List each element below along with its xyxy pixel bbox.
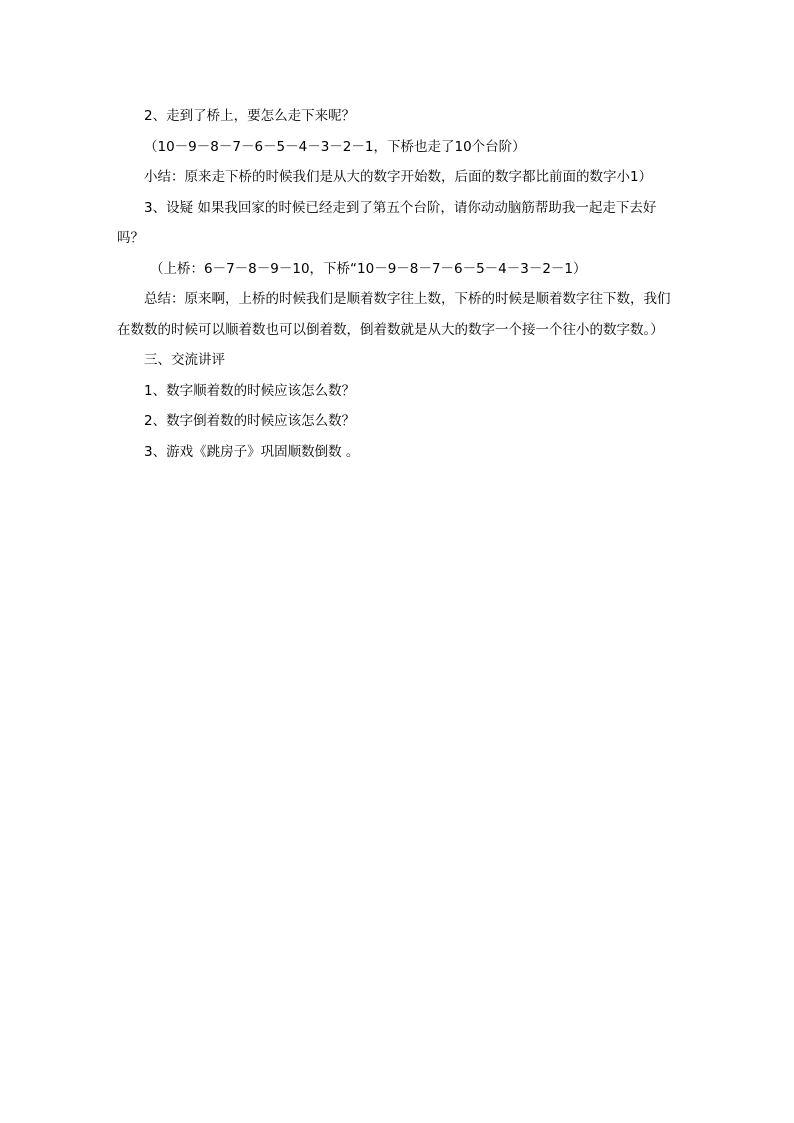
- section-3-heading: 三、交流讲评: [144, 352, 225, 368]
- discussion-item-1: 1、数字顺着数的时候应该怎么数？: [144, 382, 356, 399]
- step-3-answer: （上桥：6－7－8－9－10，下桥“10－9－8－7－6－5－4－3－2－1）: [150, 260, 587, 277]
- discussion-item-2: 2、数字倒着数的时候应该怎么数？: [144, 413, 356, 429]
- discussion-item-3: 3、游戏《跳房子》巩固顺数倒数 。: [144, 443, 360, 460]
- step-3-question: 3、设疑 如果我回家的时候已经走到了第五个台阶，请你动动脑筋帮助我一起走下去好吗？: [117, 199, 657, 246]
- overall-summary: 总结：原来啊，上桥的时候我们是顺着数字往上数，下桥的时候是顺着数字往下数，我们在数数的时候可以顺着数也可以倒着数，倒着数就是从大的数字一个接一个往小的数字数。）: [117, 291, 671, 338]
- document-body: [117, 101, 681, 467]
- step-2-summary: 小结：原来走下桥的时候我们是从大的数字开始数，后面的数字都比前面的数字小1）: [144, 169, 653, 185]
- step-2-question: 2、走到了桥上，要怎么走下来呢？: [144, 108, 356, 124]
- step-2-answer: （10－9－8－7－6－5－4－3－2－1，下桥也走了10个台阶）: [144, 138, 526, 155]
